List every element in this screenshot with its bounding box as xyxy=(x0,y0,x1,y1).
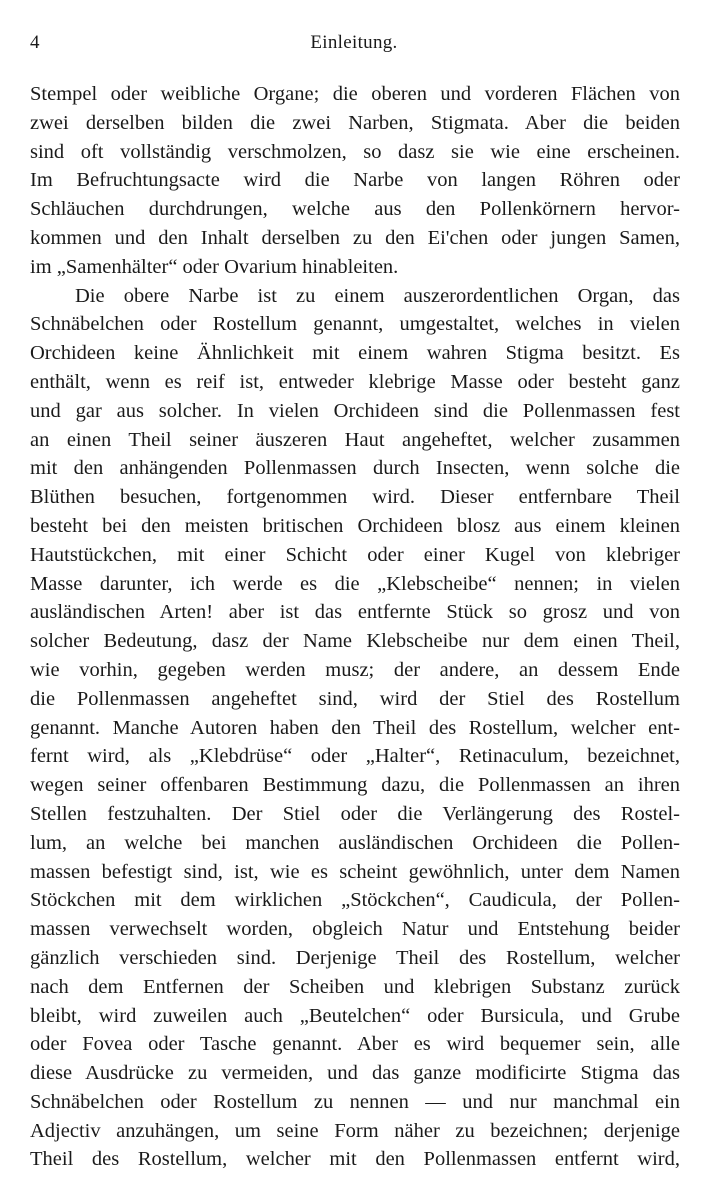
text-line: fernt wird, als „Klebdrüse“ oder „Halter“, Retinaculum, bezeichnet, xyxy=(30,745,680,768)
text-line: ausländischen Arten! aber ist das entfernte Stück so grosz und von xyxy=(30,601,680,624)
paragraph-first-line: Die obere Narbe ist zu einem auszerordentlichen Organ, das xyxy=(75,284,680,307)
text-line: Stöckchen mit dem wirklichen „Stöckchen“, Caudicula, der Pollen- xyxy=(30,889,680,912)
text-line: massen verwechselt worden, obgleich Natur und Entstehung beider xyxy=(30,918,680,941)
text-line: zwei derselben bilden die zwei Narben, Stigmata. Aber die beiden xyxy=(30,111,680,134)
body-text xyxy=(30,80,680,1174)
text-line: wegen seiner offenbaren Bestimmung dazu, die Pollenmassen an ihren xyxy=(30,774,680,797)
text-line: oder Fovea oder Tasche genannt. Aber es wird bequemer sein, alle xyxy=(30,1033,680,1056)
text-line: enthält, wenn es reif ist, entweder klebrige Masse oder besteht ganz xyxy=(30,370,680,393)
text-line: Adjectiv anzuhängen, um seine Form näher zu bezeichnen; derjenige xyxy=(30,1119,680,1142)
text-line: besteht bei den meisten britischen Orchideen blosz aus einem kleinen xyxy=(30,514,680,537)
text-line: Orchideen keine Ähnlichkeit mit einem wahren Stigma besitzt. Es xyxy=(30,342,680,365)
text-line: Stellen festzuhalten. Der Stiel oder die Verlängerung des Rostel- xyxy=(30,802,680,825)
text-line: genannt. Manche Autoren haben den Theil des Rostellum, welcher ent- xyxy=(30,716,680,739)
text-line: gänzlich verschieden sind. Derjenige Theil des Rostellum, welcher xyxy=(30,946,680,969)
text-line: massen befestigt sind, ist, wie es scheint gewöhnlich, unter dem Namen xyxy=(30,860,680,883)
text-line: kommen und den Inhalt derselben zu den Ei'chen oder jungen Samen, xyxy=(30,226,680,249)
text-line: Theil des Rostellum, welcher mit den Pollenmassen entfernt wird, xyxy=(30,1148,680,1171)
page-number: 4 xyxy=(30,32,40,53)
text-line: Blüthen besuchen, fortgenommen wird. Dieser entfernbare Theil xyxy=(30,486,680,509)
text-line: und gar aus solcher. In vielen Orchideen sind die Pollenmassen fest xyxy=(30,399,680,422)
text-line: die Pollenmassen angeheftet sind, wird der Stiel des Rostellum xyxy=(30,687,680,710)
text-line: nach dem Entfernen der Scheiben und klebrigen Substanz zurück xyxy=(30,975,680,998)
text-line: wie vorhin, gegeben werden musz; der andere, an dessem Ende xyxy=(30,658,680,681)
running-head xyxy=(30,31,678,55)
text-line: solcher Bedeutung, dasz der Name Klebscheibe nur dem einen Theil, xyxy=(30,630,680,653)
text-line: lum, an welche bei manchen ausländischen Orchideen die Pollen- xyxy=(30,831,680,854)
text-line: an einen Theil seiner äuszeren Haut angeheftet, welcher zusammen xyxy=(30,428,680,451)
text-line: Stempel oder weibliche Organe; die oberen und vorderen Flächen von xyxy=(30,83,680,105)
text-line: Hautstückchen, mit einer Schicht oder einer Kugel von klebriger xyxy=(30,543,680,566)
text-line: Schnäbelchen oder Rostellum genannt, umgestaltet, welches in vielen xyxy=(30,313,680,336)
chapter-title: Einleitung. xyxy=(310,32,398,53)
text-line: Schnäbelchen oder Rostellum zu nennen — und nur manchmal ein xyxy=(30,1090,680,1113)
text-line: Masse darunter, ich werde es die „Klebscheibe“ nennen; in vielen xyxy=(30,572,680,595)
text-line: sind oft vollständig verschmolzen, so dasz sie wie eine erscheinen. xyxy=(30,140,680,163)
paragraph-end-line: im „Samenhälter“ oder Ovarium hinableiten. xyxy=(30,255,399,278)
text-line: mit den anhängenden Pollenmassen durch Insecten, wenn solche die xyxy=(30,457,680,480)
text-line: Im Befruchtungsacte wird die Narbe von langen Röhren oder xyxy=(30,169,680,192)
text-line: bleibt, wird zuweilen auch „Beutelchen“ oder Bursicula, und Grube xyxy=(30,1004,680,1027)
text-line: Schläuchen durchdrungen, welche aus den Pollenkörnern hervor- xyxy=(30,198,680,221)
text-line: diese Ausdrücke zu vermeiden, und das ganze modificirte Stigma das xyxy=(30,1062,680,1085)
